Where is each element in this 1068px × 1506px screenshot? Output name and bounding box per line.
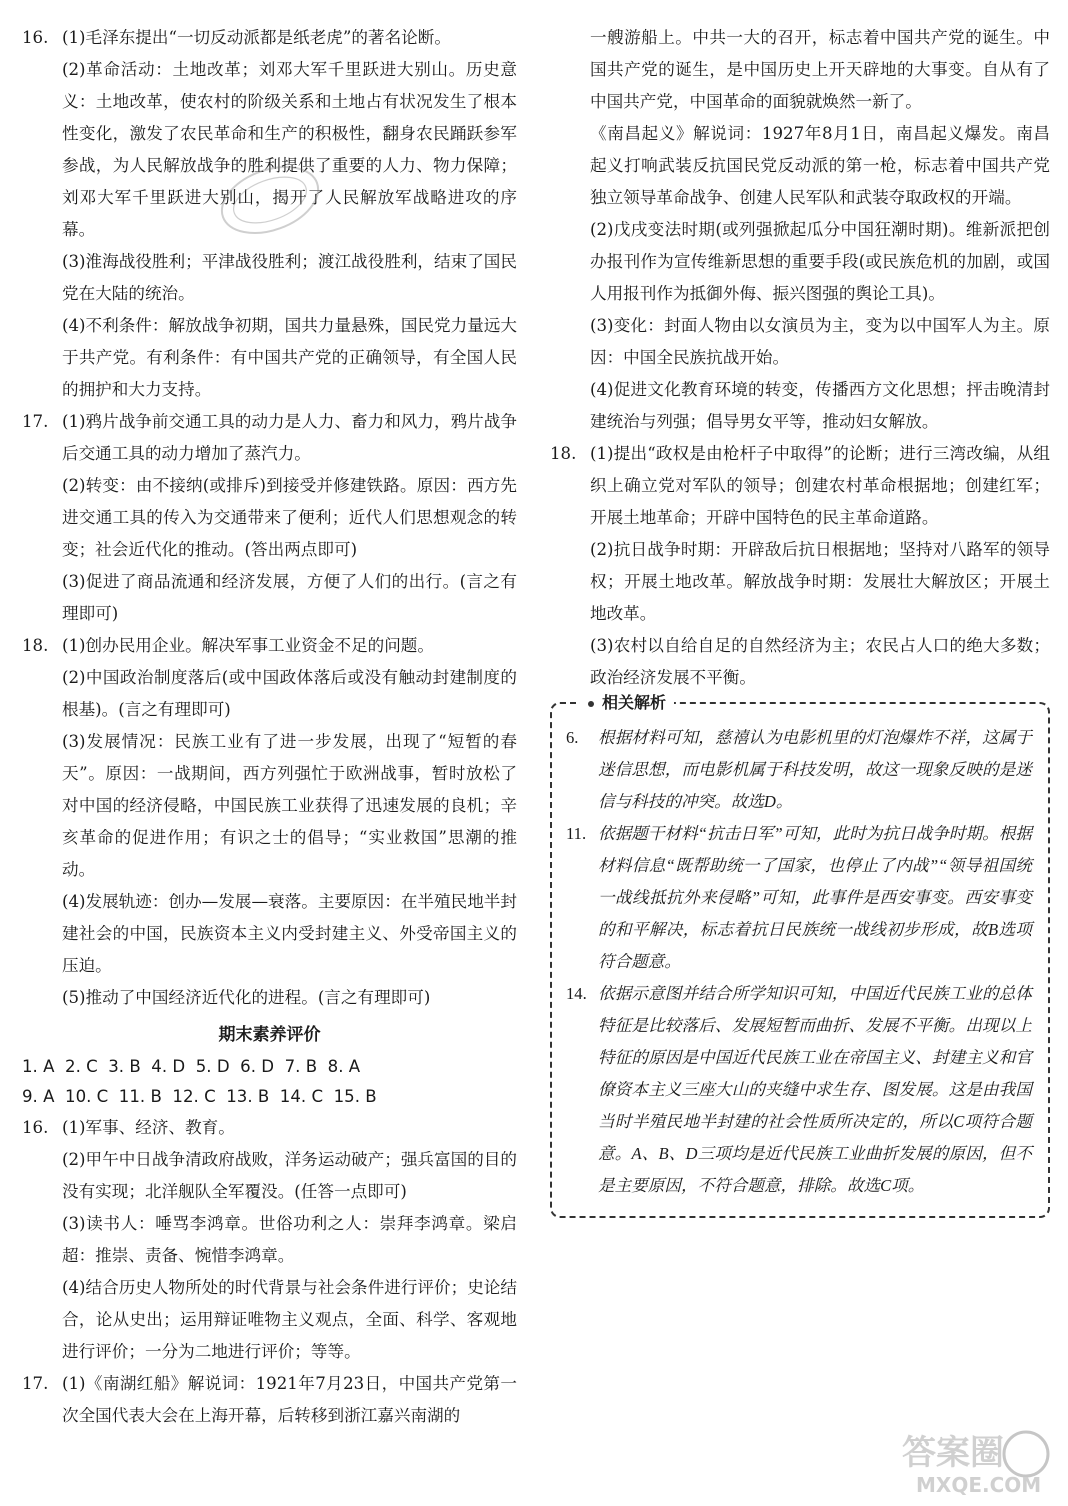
analysis-item	[566, 722, 1032, 818]
answer-part: (2)转变：由不接纳(或排斥)到接受并修建铁路。原因：西方先进交通工具的传入为交通带来了便利；近代人们思想观念的转变；社会近代化的推动。(答出两点即可)	[62, 476, 517, 559]
answer-part: (1)毛泽东提出“一切反动派都是纸老虎”的著名论断。	[62, 28, 451, 47]
analysis-box	[550, 693, 1050, 1218]
answer-part: (2)甲午中日战争清政府战败，洋务运动破产；强兵富国的目的没有实现；北洋舰队全军覆没。(任答一点即可)	[62, 1150, 517, 1201]
answer-part: (1)军事、经济、教育。	[62, 1118, 235, 1137]
answer-part: (3)变化：封面人物由以女演员为主，变为以中国军人为主。原因：中国全民族抗战开始。	[590, 316, 1050, 367]
left-column	[22, 22, 517, 1432]
question-number: 17.	[22, 412, 49, 431]
question-number: 18.	[22, 636, 49, 655]
question-number: 14.	[566, 984, 587, 1003]
answer-part: (1)《南湖红船》解说词：1921年7月23日，中国共产党第一次全国代表大会在上海开幕，后转移到浙江嘉兴南湖的	[62, 1374, 517, 1425]
answer-part: 一艘游船上。中共一大的召开，标志着中国共产党的诞生。中国共产党的诞生，是中国历史上开天辟地的大事变。自从有了中国共产党，中国革命的面貌就焕然一新了。	[590, 28, 1050, 111]
site-logo-icon	[896, 1420, 1056, 1500]
question-number: 11.	[566, 824, 587, 843]
logo-line-1: 答案圈	[902, 1433, 1004, 1473]
answer-part: 《南昌起义》解说词：1927年8月1日，南昌起义爆发。南昌起义打响武装反抗国民党反动派的第一枪，标志着中国共产党独立领导革命战争、创建人民军队和武装夺取政权的开端。	[590, 124, 1050, 207]
section-title: 期末素养评价	[218, 1025, 321, 1045]
answer-part: (4)发展轨迹：创办—发展—衰落。主要原因：在半殖民地半封建社会的中国，民族资本主义内受封建主义、外受帝国主义的压迫。	[62, 892, 517, 975]
analysis-text: 依据题干材料“抗击日军”可知，此时为抗日战争时期。根据材料信息“既帮助统一了国家，也停止了内战”“领导祖国统一战线抵抗外来侵略”可知，此事件是西安事变。西安事变的和平解决，标志着抗日民族统一战线初步形成，故B选项符合题意。	[598, 824, 1032, 971]
analysis-title-text: 相关解析	[602, 693, 667, 712]
answer-part: (3)读书人：唾骂李鸿章。世俗功利之人：崇拜李鸿章。梁启超：推崇、责备、惋惜李鸿章。	[62, 1214, 517, 1265]
question-number: 16.	[22, 1118, 49, 1137]
logo-line-2: MXQE.COM	[916, 1473, 1042, 1497]
answer-part: (1)提出“政权是由枪杆子中取得”的论断；进行三湾改编，从组织上确立党对军队的领导；创建农村革命根据地；创建红军；开展土地革命；开辟中国特色的民主革命道路。	[590, 444, 1050, 527]
answer-part: (2)戊戌变法时期(或列强掀起瓜分中国狂潮时期)。维新派把创办报刊作为宣传维新思想的重要手段(或民族危机的加剧，或国人用报刊作为抵御外侮、振兴图强的舆论工具)。	[590, 220, 1050, 303]
choice-answers-line-2: 9. A 10. C 11. B 12. C 13. B 14. C 15. B	[22, 1087, 377, 1106]
question-18b-answer	[550, 438, 1050, 694]
question-number: 17.	[22, 1374, 49, 1393]
question-17b-answer	[22, 1368, 517, 1432]
question-number: 16.	[22, 28, 49, 47]
analysis-box-title	[580, 692, 674, 714]
answer-part: (4)促进文化教育环境的转变，传播西方文化思想；抨击晚清封建统治与列强；倡导男女平等，推动妇女解放。	[590, 380, 1050, 431]
answer-part: (2)抗日战争时期：开辟敌后抗日根据地；坚持对八路军的领导权；开展土地改革。解放战争时期：发展壮大解放区；开展土地改革。	[590, 540, 1050, 623]
question-number: 18.	[550, 444, 577, 463]
answer-part: (5)推动了中国经济近代化的进程。(言之有理即可)	[62, 988, 431, 1007]
analysis-item	[566, 978, 1032, 1202]
analysis-item	[566, 818, 1032, 978]
bullet-dot-icon	[588, 701, 594, 707]
answer-part: (3)淮海战役胜利；平津战役胜利；渡江战役胜利，结束了国民党在大陆的统治。	[62, 252, 517, 303]
answer-part: (3)促进了商品流通和经济发展，方便了人们的出行。(言之有理即可)	[62, 572, 517, 623]
answer-part: (4)不利条件：解放战争初期，国共力量悬殊，国民党力量远大于共产党。有利条件：有中国共产党的正确领导，有全国人民的拥护和大力支持。	[62, 316, 517, 399]
answer-part: (1)鸦片战争前交通工具的动力是人力、畜力和风力，鸦片战争后交通工具的动力增加了蒸汽力。	[62, 412, 517, 463]
right-column	[550, 22, 1050, 1218]
question-17-answer	[22, 406, 517, 630]
question-number: 6.	[566, 728, 579, 747]
question-18-answer	[22, 630, 517, 1014]
answer-part: (4)结合历史人物所处的时代背景与社会条件进行评价；史论结合，论从史出；运用辩证唯物主义观点，全面、科学、客观地进行评价；一分为二地进行评价；等等。	[62, 1278, 517, 1361]
answer-part: (3)农村以自给自足的自然经济为主；农民占人口的绝大多数；政治经济发展不平衡。	[590, 636, 1050, 687]
answer-part: (2)中国政治制度落后(或中国政体落后或没有触动封建制度的根基)。(言之有理即可)	[62, 668, 517, 719]
answer-part: (2)革命活动：土地改革；刘邓大军千里跃进大别山。历史意义：土地改革，使农村的阶级关系和土地占有状况发生了根本性变化，激发了农民革命和生产的积极性，翻身农民踊跃参军参战，为人民解放战争的胜利提供了重要的人力、物力保障；刘邓大军千里跃进大别山，揭开了人民解放军战略进攻的序幕。	[62, 60, 517, 239]
answer-part: (3)发展情况：民族工业有了进一步发展，出现了“短暂的春天”。原因：一战期间，西方列强忙于欧洲战事，暂时放松了对中国的经济侵略，中国民族工业获得了迅速发展的良机；辛亥革命的促进作用；有识之士的倡导；“实业救国”思潮的推动。	[62, 732, 517, 879]
analysis-text: 根据材料可知，慈禧认为电影机里的灯泡爆炸不祥，这属于迷信思想，而电影机属于科技发明，故这一现象反映的是迷信与科技的冲突。故选D。	[598, 728, 1032, 811]
choice-answers-line-1: 1. A 2. C 3. B 4. D 5. D 6. D 7. B 8. A	[22, 1057, 361, 1076]
question-17b-continued	[550, 22, 1050, 438]
analysis-text: 依据示意图并结合所学知识可知，中国近代民族工业的总体特征是比较落后、发展短暂而曲折、发展不平衡。出现以上特征的原因是中国近代民族工业在帝国主义、封建主义和官僚资本主义三座大山的夹缝中求生存、图发展。这是由我国当时半殖民地半封建的社会性质所决定的，所以C项符合题意。A、B、D三项均是近代民族工业曲折发展的原因，但不是主要原因，不符合题意，排除。故选C项。	[598, 984, 1032, 1195]
answer-part: (1)创办民用企业。解决军事工业资金不足的问题。	[62, 636, 434, 655]
question-16-answer	[22, 22, 517, 406]
question-16b-answer	[22, 1112, 517, 1368]
